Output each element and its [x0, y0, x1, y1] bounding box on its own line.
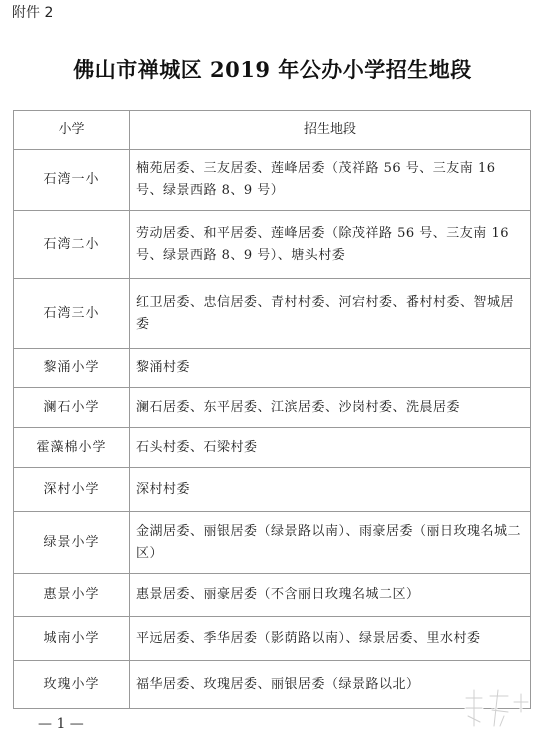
- school-name: 黎涌小学: [14, 349, 130, 388]
- table-row: [14, 279, 531, 349]
- enrollment-area: 惠景居委、丽豪居委（不含丽日玫瑰名城二区）: [130, 574, 531, 617]
- enrollment-area: 劳动居委、和平居委、莲峰居委（除茂祥路 56 号、三友南 16 号、绿景西路 8、9 号）、塘头村委: [130, 211, 531, 279]
- page-title: 佛山市禅城区 2019 年公办小学招生地段: [73, 57, 472, 82]
- school-name: 深村小学: [14, 468, 130, 512]
- school-name: 玫瑰小学: [14, 661, 130, 709]
- column-header-area: 招生地段: [130, 111, 531, 150]
- table-row: [14, 150, 531, 211]
- school-name: 霍藻棉小学: [14, 428, 130, 468]
- enrollment-area: 石头村委、石梁村委: [130, 428, 531, 468]
- table-row: [14, 512, 531, 574]
- table-header-row: [14, 111, 531, 150]
- school-name: 石湾二小: [14, 211, 130, 279]
- table-row: [14, 349, 531, 388]
- enrollment-area: 金湖居委、丽银居委（绿景路以南）、雨豪居委（丽日玫瑰名城二区）: [130, 512, 531, 574]
- page-number: — 1 —: [38, 716, 84, 732]
- enrollment-area: 红卫居委、忠信居委、青村村委、河宕村委、番村村委、智城居委: [130, 279, 531, 349]
- enrollment-area: 平远居委、季华居委（影荫路以南）、绿景居委、里水村委: [130, 617, 531, 661]
- school-name: 石湾一小: [14, 150, 130, 211]
- school-name: 石湾三小: [14, 279, 130, 349]
- school-name: 澜石小学: [14, 388, 130, 428]
- table-row: [14, 661, 531, 709]
- table-row: [14, 468, 531, 512]
- table-row: [14, 211, 531, 279]
- table-row: [14, 428, 531, 468]
- school-name: 绿景小学: [14, 512, 130, 574]
- newspaper-logo-watermark-icon: [456, 676, 536, 736]
- table-row: [14, 388, 531, 428]
- attachment-label: 附件 2: [12, 5, 54, 21]
- table-row: [14, 617, 531, 661]
- enrollment-zone-table: [13, 110, 531, 709]
- enrollment-area: 楠苑居委、三友居委、莲峰居委（茂祥路 56 号、三友南 16 号、绿景西路 8、9 号）: [130, 150, 531, 211]
- enrollment-area: 深村村委: [130, 468, 531, 512]
- enrollment-area: 福华居委、玫瑰居委、丽银居委（绿景路以北）: [130, 661, 531, 709]
- school-name: 惠景小学: [14, 574, 130, 617]
- school-name: 城南小学: [14, 617, 130, 661]
- enrollment-area: 澜石居委、东平居委、江滨居委、沙岗村委、洗晨居委: [130, 388, 531, 428]
- column-header-school: 小学: [14, 111, 130, 150]
- table-row: [14, 574, 531, 617]
- enrollment-area: 黎涌村委: [130, 349, 531, 388]
